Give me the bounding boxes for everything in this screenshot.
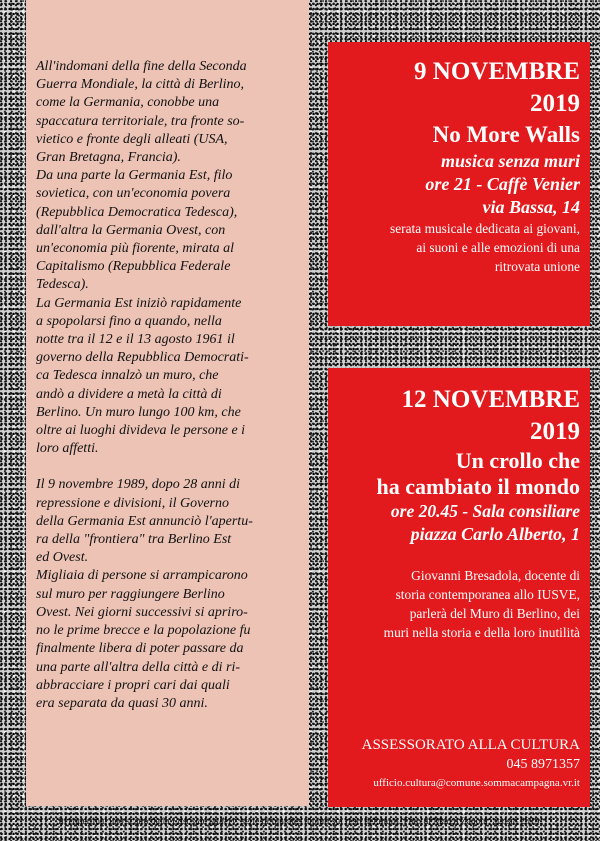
event-1-time-place: ore 21 - Caffè Venier xyxy=(425,174,580,194)
organizer-label: ASSESSORATO ALLA CULTURA xyxy=(361,737,580,753)
organizer-block xyxy=(328,736,580,793)
event-box-no-more-walls xyxy=(328,42,590,326)
event-1-description-line: serata musicale dedicata ai giovani, xyxy=(390,221,580,236)
event-1-description-line: ai suoni e alle emozioni di una xyxy=(416,240,580,255)
story-paragraph-5: Migliaia di persone si arrampicarono sul muro per raggiungere Berlino Ovest. Nei giorni successivi si apriro- no le prime brecce e la popolazione fu finalmente libera di poter passare da una parte all'altra della città e di ri- abbracciare i propri cari dai quali era separata da quasi 30 anni. xyxy=(36,568,251,711)
event-1-title: No More Walls xyxy=(432,122,580,147)
organizer-email[interactable]: ufficio.cultura@comune.sommacampagna.vr.it xyxy=(373,777,580,789)
event-2-description-line: storia contemporanea allo IUSVE, xyxy=(395,587,580,602)
event-1-description-line: ritrovata unione xyxy=(494,259,580,274)
event-2-title-line: ha cambiato il mondo xyxy=(376,474,580,499)
berlin-wall-story xyxy=(36,58,304,713)
event-2-title-line: Un crollo che xyxy=(455,448,580,473)
event-2-date: 12 NOVEMBRE xyxy=(401,386,580,413)
cover-photo-credit: In copertina: uno scatto dalla East side gallery, serie di murales dipinti sui resti del muro. Foto di Marco Zanoni, agosto 2019. xyxy=(58,816,542,827)
event-1-year: 2019 xyxy=(530,90,580,117)
story-paragraph-3: La Germania Est iniziò rapidamente a spopolarsi fino a quando, nella notte tra il 12 e il 13 agosto 1961 il governo della Repubblica Democrati- ca Tedesca innalzò un muro, che andò a dividere a metà la città di Berlino. Un muro lungo 100 km, che oltre ai luoghi divideva le persone e i loro affetti. xyxy=(36,295,249,457)
event-2-description-line: muri nella storia e della loro inutilità xyxy=(383,625,580,640)
story-paragraph-2: Da una parte la Germania Est, filo sovietica, con un'economia povera (Repubblica Democratica Tedesca), dall'altra la Germania Ovest, con un'economia più fiorente, mirata al Capitalismo (Repubblica Federale Tedesca). xyxy=(36,168,238,293)
event-box-un-crollo xyxy=(328,368,590,807)
event-2-time-place: ore 20.45 - Sala consiliare xyxy=(390,501,580,521)
event-2-description-line: Giovanni Bresadola, docente di xyxy=(411,568,580,583)
event-1-date: 9 NOVEMBRE xyxy=(414,58,580,85)
event-2-address: piazza Carlo Alberto, 1 xyxy=(410,524,580,544)
event-2-description-line: parlerà del Muro di Berlino, dei xyxy=(409,606,580,621)
story-paragraph-1: All'indomani della fine della Seconda Guerra Mondiale, la città di Berlino, come la Germania, conobbe una spaccatura territoriale, tra fronte so- vietico e fronte degli alleati (USA, Gran Bretagna, Francia). xyxy=(36,59,247,166)
event-2-year: 2019 xyxy=(530,418,580,445)
event-2-description xyxy=(336,566,580,642)
story-paragraph-4: Il 9 novembre 1989, dopo 28 anni di repressione e divisioni, il Governo della Germania Est annunciò l'apertu- ra della "frontiera" tra Berlino Est ed Ovest. xyxy=(36,477,253,566)
event-1-subtitle: musica senza muri xyxy=(440,151,580,171)
organizer-phone[interactable]: 045 8971357 xyxy=(506,757,580,772)
event-1-address: via Bassa, 14 xyxy=(482,197,580,217)
